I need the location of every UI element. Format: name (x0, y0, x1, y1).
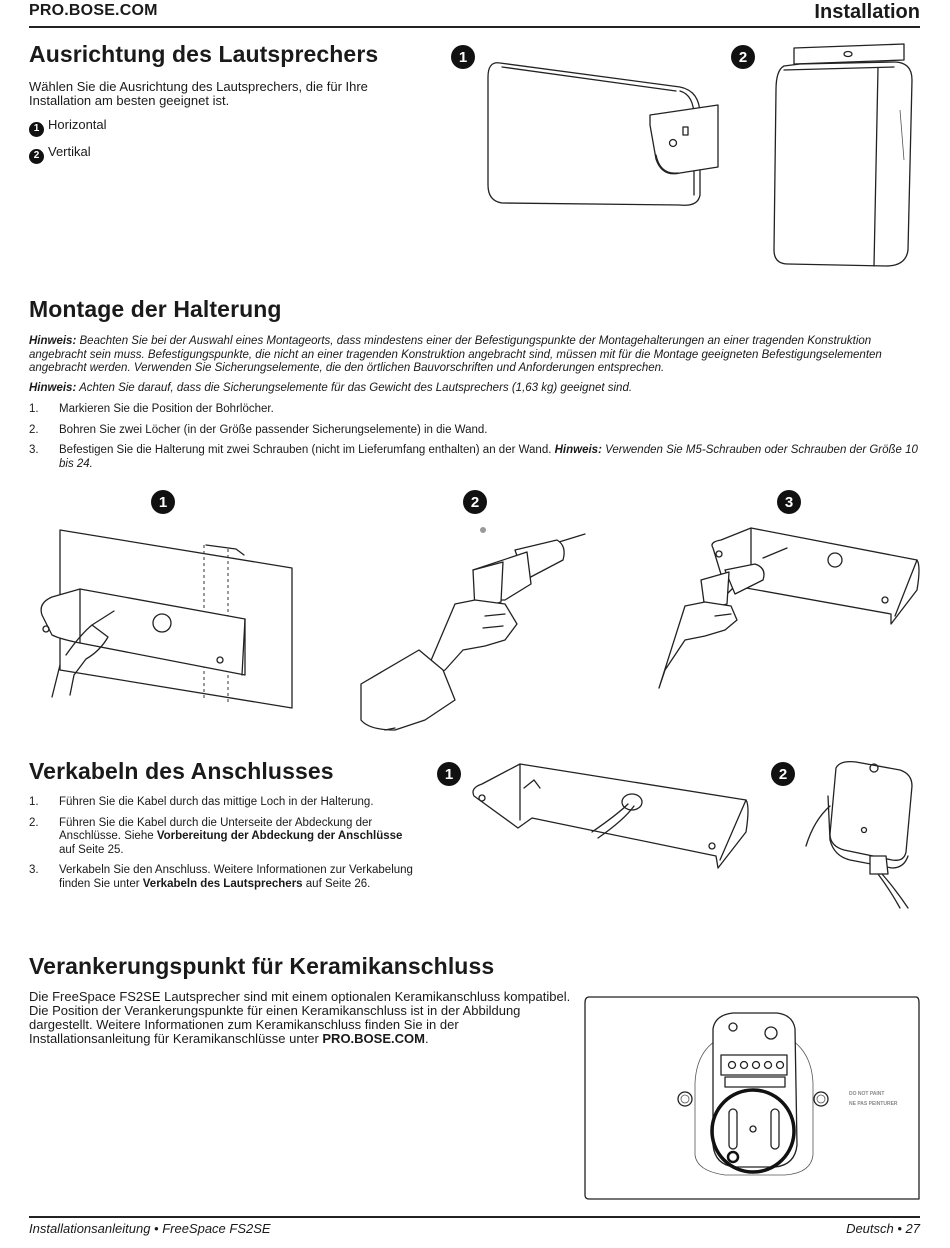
footer-page-number: Deutsch • 27 (846, 1221, 920, 1236)
horizontal-speaker-illustration (480, 55, 730, 215)
vertical-speaker-illustration (770, 40, 920, 272)
ceramic-text: Die FreeSpace FS2SE Lautsprecher sind mit einem optionalen Keramikanschluss kompatibel. Die Position der Verankerungspunkte für einen Keramikanschluss ist in der Abbildung dargestellt. Weitere Informationen zum Keramikanschluss finden Sie in der Installationsanleitung für Keramikanschlüsse unter PRO.BOSE.COM. (29, 989, 571, 1046)
orientation-heading: Ausrichtung des Lautsprechers (29, 41, 379, 67)
connector-cover-illustration (800, 756, 925, 911)
figure-number-badge: 1 (451, 45, 475, 69)
orientation-option-horizontal (29, 118, 107, 137)
bracket-cables-illustration (468, 756, 753, 881)
drill-illustration (355, 520, 605, 735)
figure-number-badge: 1 (437, 762, 461, 786)
orientation-option-vertical (29, 145, 91, 164)
attach-bracket-illustration (655, 520, 925, 690)
mounting-note-weight (29, 382, 921, 396)
panel-label: DO NOT PAINT (849, 1091, 885, 1097)
ceramic-anchor-illustration (585, 995, 920, 1203)
list-item: 2. Bohren Sie zwei Löcher (in der Größe passender Sicherungselemente) in die Wand. (29, 423, 488, 436)
list-item: 1. Markieren Sie die Position der Bohrlöcher. (29, 403, 274, 415)
number-badge: 2 (29, 149, 44, 164)
panel-label: NE PAS PEINTURER (849, 1101, 898, 1107)
option-label: Horizontal (48, 117, 107, 132)
header-rule (29, 26, 920, 28)
note-label: Hinweis: (29, 335, 77, 347)
note-text: Beachten Sie bei der Auswahl eines Montageorts, dass mindestens einer der Befestigungspunkte der Montagehalterungen an einer tragenden Konstruktion angebracht sein muss. Befestigungspunkte, die nicht an einer tragenden Konstruktion angebracht sind, müssen mit für die Montage geeigneten Befestigungselementen angebracht werden. Verwenden Sie Sicherungselemente, die den örtlichen Bauvorschriften und Anforderungen entsprechen. (29, 335, 882, 374)
section-title: Installation (814, 1, 920, 23)
mark-holes-illustration (30, 525, 300, 715)
list-item: 1. Führen Sie die Kabel durch das mittige Loch in der Halterung. (29, 796, 374, 808)
footer-doc-title: Installationsanleitung • FreeSpace FS2SE (29, 1221, 271, 1236)
list-item: 3. Verkabeln Sie den Anschluss. Weitere Informationen zur Verkabelung finden Sie unter Verkabeln des Lautsprechers auf Seite 26. (29, 864, 413, 890)
footer-rule (29, 1216, 920, 1218)
mounting-steps (29, 403, 921, 478)
figure-number-badge: 2 (771, 762, 795, 786)
list-item: 3. Befestigen Sie die Halterung mit zwei Schrauben (nicht im Lieferumfang enthalten) an der Wand. Hinweis: Verwenden Sie M5-Schrauben oder Schrauben der Größe 10 bis 24. (29, 444, 918, 470)
number-badge: 1 (29, 122, 44, 137)
figure-number-badge: 3 (777, 490, 801, 514)
figure-number-badge: 1 (151, 490, 175, 514)
mounting-note-load-bearing (29, 335, 921, 376)
orientation-intro: Wählen Sie die Ausrichtung des Lautsprechers, die für Ihre Installation am besten geeignet ist. (29, 79, 368, 108)
mounting-heading: Montage der Halterung (29, 296, 282, 322)
wiring-steps (29, 796, 419, 898)
note-label: Hinweis: (29, 382, 77, 394)
figure-number-badge: 2 (731, 45, 755, 69)
note-text: Achten Sie darauf, dass die Sicherungselemente für das Gewicht des Lautsprechers (1,63 kg) geeignet sind. (79, 382, 633, 394)
option-label: Vertikal (48, 144, 91, 159)
figure-number-badge: 2 (463, 490, 487, 514)
wiring-heading: Verkabeln des Anschlusses (29, 758, 334, 784)
ceramic-heading: Verankerungspunkt für Keramikanschluss (29, 953, 495, 979)
site-url: PRO.BOSE.COM (29, 2, 158, 19)
list-item: 2. Führen Sie die Kabel durch die Unterseite der Abdeckung der Anschlüsse. Siehe Vorbereitung der Abdeckung der Anschlüsse auf Seite 25. (29, 816, 403, 856)
